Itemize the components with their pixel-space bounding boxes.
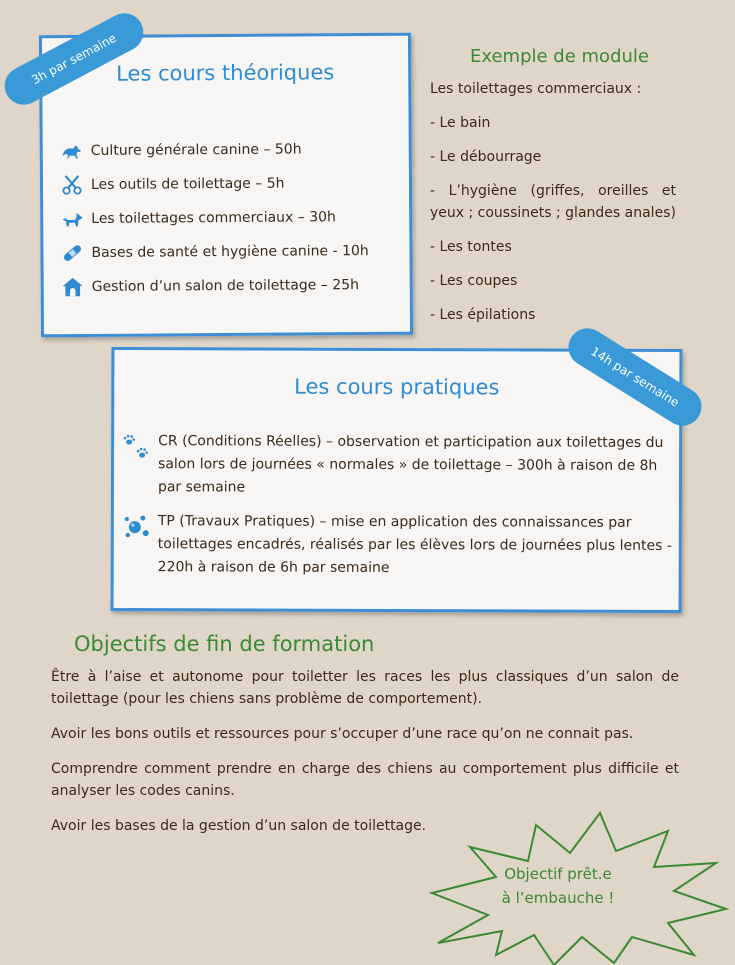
dog-icon: [61, 208, 83, 230]
theory-title: Les cours théoriques: [116, 60, 335, 86]
module-item: - L’hygiène (griffes, oreilles et yeux ; coussinets ; glandes anales): [430, 183, 676, 221]
dog-running-icon: [61, 140, 83, 162]
practice-text: CR (Conditions Réelles) – observation et participation aux toilettages du salon lors de journées « normales » de toilettage – 300h à raison de 8h par semaine: [157, 433, 664, 496]
module-item: - Le débourrage: [430, 149, 542, 165]
course-item: [61, 166, 369, 202]
module-item: - Les épilations: [430, 307, 536, 323]
objective-item: Avoir les bases de la gestion d’un salon de toilettage.: [51, 818, 427, 834]
practice-title: Les cours pratiques: [294, 374, 500, 400]
course-label: Bases de santé et hygiène canine - 10h: [91, 243, 369, 261]
module-item: - Les coupes: [430, 273, 518, 289]
theory-card: [39, 33, 413, 338]
course-label: Les outils de toilettage – 5h: [90, 175, 285, 193]
practice-item: [122, 510, 677, 581]
bandage-icon: [61, 242, 83, 264]
objective-item: Avoir les bons outils et ressources pour s’occuper d’une race qu’on ne connait pas.: [51, 726, 634, 742]
course-item: [61, 132, 369, 168]
practice-text: TP (Travaux Pratiques) – mise en application des connaissances par toilettages encadrés, réalisés par les élèves lors de journées plus lentes - 220h à raison de 6h par semaine: [157, 513, 672, 576]
course-item: [62, 268, 370, 304]
module-intro: Les toilettages commerciaux :: [430, 81, 642, 97]
module-list: [430, 78, 676, 338]
course-item: [61, 200, 369, 236]
callout-line: à l’embauche !: [501, 889, 615, 907]
course-label: Gestion d’un salon de toilettage – 25h: [91, 277, 360, 295]
module-item: - Le bain: [430, 115, 491, 131]
course-item: [61, 234, 369, 270]
bubbles-icon: [122, 512, 152, 542]
callout-text: [478, 862, 638, 910]
practice-card: [111, 347, 683, 613]
scissors-icon: [61, 174, 83, 196]
objective-item: Comprendre comment prendre en charge des chiens au comportement plus difficile et analyser les codes canins.: [51, 761, 679, 799]
module-item: - Les tontes: [430, 239, 512, 255]
paw-prints-icon: [122, 432, 152, 462]
course-label: Culture générale canine – 50h: [90, 141, 302, 159]
theory-hours-badge: 3h par semaine: [0, 7, 150, 112]
module-title: Exemple de module: [470, 46, 649, 67]
dog-house-icon: [62, 276, 84, 298]
objectives-title: Objectifs de fin de formation: [74, 632, 375, 656]
practice-hours-badge: 14h par semaine: [561, 321, 708, 433]
objective-item: Être à l’aise et autonome pour toiletter les races les plus classiques d’un salon de toilettage (pour les chiens sans problème de comportement).: [51, 669, 679, 707]
course-label: Les toilettages commerciaux – 30h: [91, 209, 336, 227]
theory-course-list: [61, 132, 369, 304]
practice-item: [122, 430, 677, 501]
callout-line: Objectif prêt.e: [504, 865, 612, 883]
